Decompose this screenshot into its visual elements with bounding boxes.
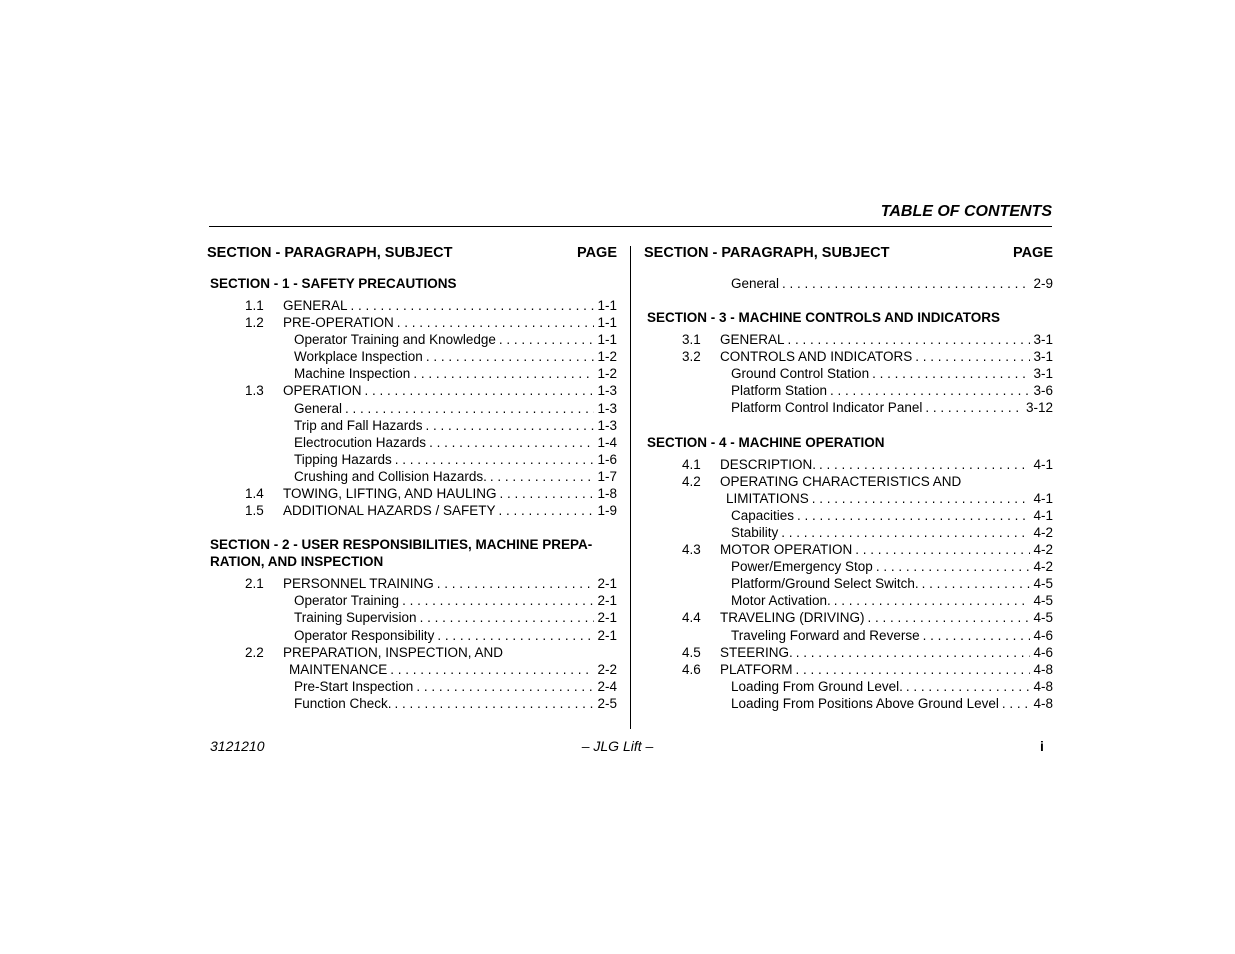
leader-dots: [781, 524, 1030, 541]
toc-entry[interactable]: [207, 400, 617, 417]
entry-page: 1-7: [597, 468, 617, 484]
leader-dots: [500, 485, 595, 502]
page-number: i: [1040, 738, 1044, 754]
entry-number: 1.3: [245, 383, 264, 399]
entry-text: CONTROLS AND INDICATORS: [720, 349, 913, 365]
entry-number: 1.5: [245, 503, 264, 519]
entry-page: 4-5: [1033, 593, 1053, 609]
toc-entry[interactable]: [644, 399, 1053, 416]
entry-text: Stability: [731, 524, 779, 540]
entry-text: Traveling Forward and Reverse: [731, 627, 920, 643]
entry-text: Capacities: [731, 507, 795, 523]
column-header-subject: SECTION - PARAGRAPH, SUBJECT: [207, 245, 453, 261]
entry-page: 1-6: [597, 451, 617, 467]
entry-text: GENERAL: [720, 332, 785, 348]
toc-entry[interactable]: [644, 558, 1053, 575]
entry-page: 1-4: [597, 434, 617, 450]
leader-dots: [416, 678, 594, 695]
entry-text: Platform Control Indicator Panel: [731, 400, 923, 416]
section-4-list-continued: [644, 507, 1053, 712]
toc-entry[interactable]: [207, 575, 617, 592]
toc-entry[interactable]: [207, 609, 617, 626]
header-rule: [209, 226, 1052, 227]
leader-dots: [906, 678, 1031, 695]
toc-entry[interactable]: [207, 331, 617, 348]
footer-brand: – JLG Lift –: [581, 738, 654, 754]
section-2-continued-list: [644, 275, 1053, 292]
leader-dots: [395, 695, 595, 712]
entry-number: 1.2: [245, 315, 264, 331]
section-4-title: SECTION - 4 - MACHINE OPERATION: [647, 434, 885, 450]
entry-page: 4-8: [1033, 695, 1053, 711]
toc-entry[interactable]: [644, 331, 1053, 348]
section-2-title-line2: RATION, AND INSPECTION: [210, 554, 384, 570]
toc-entry[interactable]: [644, 695, 1053, 712]
entry-text: General: [731, 276, 780, 291]
leader-dots: [499, 331, 595, 348]
section-2-list: [207, 575, 617, 643]
section-4-list: [644, 456, 1053, 473]
leader-dots: [922, 575, 1031, 592]
entry-text: OPERATING CHARACTERISTICS AND: [720, 473, 962, 489]
toc-entry[interactable]: [207, 434, 617, 451]
leader-dots: [345, 400, 594, 417]
toc-entry[interactable]: [644, 382, 1053, 399]
toc-entry[interactable]: [207, 365, 617, 382]
entry-number: 2.1: [245, 576, 264, 592]
leader-dots: [426, 348, 595, 365]
leader-dots: [796, 661, 1031, 678]
toc-entry[interactable]: [644, 365, 1053, 382]
toc-entry[interactable]: [207, 695, 617, 712]
entry-number: 3.2: [682, 349, 701, 365]
entry-page: 2-1: [597, 610, 617, 626]
leader-dots: [855, 541, 1030, 558]
toc-right-column: [644, 244, 1053, 712]
entry-text: Machine Inspection: [294, 366, 411, 382]
entry-number: 4.5: [682, 644, 701, 660]
column-header-page: PAGE: [1012, 245, 1053, 261]
entry-page: 3-1: [1033, 366, 1053, 382]
entry-page: 2-2: [597, 661, 617, 677]
toc-entry[interactable]: [644, 524, 1053, 541]
entry-text: LIMITATIONS: [726, 490, 809, 506]
toc-entry[interactable]: [207, 678, 617, 695]
entry-text: Tipping Hazards: [294, 451, 392, 467]
entry-page: 4-6: [1033, 644, 1053, 660]
entry-page: 3-6: [1033, 383, 1053, 399]
toc-entry[interactable]: [207, 314, 617, 331]
entry-text: GENERAL: [283, 298, 348, 313]
entry-page: 4-1: [1033, 456, 1053, 472]
entry-page: 1-1: [597, 298, 617, 313]
leader-dots: [868, 609, 1031, 626]
toc-entry[interactable]: [644, 541, 1053, 558]
entry-number: 4.1: [682, 456, 701, 472]
entry-text: Crushing and Collision Hazards.: [294, 468, 487, 484]
entry-page: 3-1: [1033, 349, 1053, 365]
leader-dots: [413, 365, 594, 382]
leader-dots: [812, 490, 1031, 507]
entry-page: 1-9: [597, 503, 617, 519]
entry-text: TRAVELING (DRIVING): [720, 610, 865, 626]
entry-text: Workplace Inspection: [294, 349, 423, 365]
entry-text: STEERING.: [720, 644, 793, 660]
toc-entry[interactable]: [644, 644, 1053, 661]
column-divider: [630, 246, 631, 729]
entry-page: 4-2: [1033, 542, 1053, 558]
toc-entry[interactable]: [644, 490, 1053, 507]
entry-page: 2-5: [597, 695, 617, 711]
leader-dots: [395, 451, 595, 468]
leader-dots: [402, 592, 594, 609]
entry-text: PRE-OPERATION: [283, 315, 394, 331]
entry-text: Function Check.: [294, 695, 392, 711]
entry-text: Ground Control Station: [731, 366, 870, 382]
leader-dots: [437, 627, 594, 644]
document-number: 3121210: [210, 738, 265, 754]
toc-entry[interactable]: [644, 609, 1053, 626]
leader-dots: [351, 297, 595, 314]
column-header-subject: SECTION - PARAGRAPH, SUBJECT: [644, 245, 890, 261]
toc-entry[interactable]: [644, 678, 1053, 695]
entry-page: 4-5: [1033, 576, 1053, 592]
entry-page: 4-2: [1033, 559, 1053, 575]
entry-number: 4.6: [682, 661, 701, 677]
entry-page: 1-3: [597, 417, 617, 433]
entry-page: 2-4: [597, 678, 617, 694]
entry-text: Power/Emergency Stop: [731, 559, 873, 575]
column-header: [644, 244, 1053, 262]
leader-dots: [925, 399, 1023, 416]
entry-text: TOWING, LIFTING, AND HAULING: [283, 486, 497, 502]
toc-entry[interactable]: [207, 382, 617, 399]
entry-page: 3-1: [1033, 332, 1053, 348]
leader-dots: [876, 558, 1031, 575]
entry-page: 3-12: [1025, 400, 1053, 416]
entry-page: 2-9: [1033, 276, 1053, 291]
leader-dots: [397, 314, 595, 331]
leader-dots: [915, 348, 1030, 365]
toc-entry[interactable]: [207, 451, 617, 468]
toc-left-column: [207, 244, 617, 712]
leader-dots: [788, 331, 1031, 348]
leader-dots: [830, 382, 1030, 399]
toc-entry[interactable]: [207, 627, 617, 644]
entry-text: OPERATION: [283, 383, 362, 399]
entry-page: 1-8: [597, 486, 617, 502]
entry-number: 1.4: [245, 486, 264, 502]
column-header: [207, 244, 617, 262]
leader-dots: [420, 609, 595, 626]
toc-entry[interactable]: [207, 297, 617, 314]
entry-text: Operator Responsibility: [294, 627, 435, 643]
entry-page: 2-1: [597, 576, 617, 592]
entry-text: Trip and Fall Hazards: [294, 417, 423, 433]
entry-text: Loading From Ground Level.: [731, 678, 903, 694]
leader-dots: [797, 507, 1030, 524]
toc-entry[interactable]: [207, 502, 617, 519]
entry-page: 4-8: [1033, 661, 1053, 677]
entry-text: PREPARATION, INSPECTION, AND: [283, 644, 504, 660]
entry-number: 1.1: [245, 298, 264, 313]
column-header-page: PAGE: [576, 245, 617, 261]
entry-text: Training Supervision: [294, 610, 417, 626]
toc-entry[interactable]: [644, 507, 1053, 524]
toc-entry[interactable]: [644, 275, 1053, 292]
leader-dots: [1002, 695, 1031, 712]
toc-entry[interactable]: [207, 468, 617, 485]
leader-dots: [834, 592, 1031, 609]
section-2-title: [207, 536, 617, 570]
toc-entry[interactable]: [207, 348, 617, 365]
leader-dots: [365, 382, 595, 399]
entry-text: DESCRIPTION.: [720, 456, 817, 472]
leader-dots: [490, 468, 595, 485]
entry-number: 4.3: [682, 542, 701, 558]
entry-text: Operator Training: [294, 593, 400, 609]
leader-dots: [499, 502, 595, 519]
toc-entry[interactable]: [207, 661, 617, 678]
section-2-list-continued: [207, 678, 617, 712]
page-title: TABLE OF CONTENTS: [880, 203, 1052, 220]
entry-page: 4-2: [1033, 524, 1053, 540]
section-3-title: SECTION - 3 - MACHINE CONTROLS AND INDICATORS: [647, 310, 1001, 326]
toc-entry[interactable]: [207, 485, 617, 502]
toc-entry[interactable]: [644, 473, 1053, 490]
entry-page: 1-3: [597, 400, 617, 416]
leader-dots: [782, 275, 1030, 292]
toc-entry[interactable]: [644, 627, 1053, 644]
leader-dots: [437, 575, 595, 592]
entry-page: 4-8: [1033, 678, 1053, 694]
entry-text: Operator Training and Knowledge: [294, 332, 496, 348]
toc-entry[interactable]: [644, 592, 1053, 609]
entry-text: MAINTENANCE: [289, 661, 388, 677]
toc-entry[interactable]: [644, 575, 1053, 592]
section-3-list: [644, 331, 1053, 416]
entry-page: 1-2: [597, 366, 617, 382]
entry-page: 4-1: [1033, 507, 1053, 523]
entry-number: 4.2: [682, 473, 701, 489]
entry-page: 4-1: [1033, 490, 1053, 506]
entry-page: 1-3: [597, 383, 617, 399]
entry-text: PERSONNEL TRAINING: [283, 576, 434, 592]
section-1-title: SECTION - 1 - SAFETY PRECAUTIONS: [210, 276, 457, 291]
toc-entry[interactable]: [207, 644, 617, 661]
entry-text: Pre-Start Inspection: [294, 678, 414, 694]
entry-text: Platform/Ground Select Switch.: [731, 576, 919, 592]
toc-entry[interactable]: [207, 417, 617, 434]
entry-page: 2-1: [597, 593, 617, 609]
entry-text: PLATFORM: [720, 661, 793, 677]
section-2-title-line1: SECTION - 2 - USER RESPONSIBILITIES, MACHINE PREPA-: [210, 537, 593, 553]
entry-text: Loading From Positions Above Ground Level: [731, 695, 999, 711]
leader-dots: [426, 417, 595, 434]
entry-text: Platform Station: [731, 383, 828, 399]
entry-number: 3.1: [682, 332, 701, 348]
leader-dots: [390, 661, 594, 678]
leader-dots: [872, 365, 1030, 382]
entry-text: General: [294, 400, 343, 416]
entry-page: 1-2: [597, 349, 617, 365]
entry-page: 1-1: [597, 315, 617, 331]
entry-page: 4-6: [1033, 627, 1053, 643]
entry-page: 2-1: [597, 627, 617, 643]
toc-entry[interactable]: [644, 456, 1053, 473]
section-1-list: [207, 297, 617, 519]
entry-text: ADDITIONAL HAZARDS / SAFETY: [283, 503, 496, 519]
entry-text: Electrocution Hazards: [294, 434, 427, 450]
entry-number: 4.4: [682, 610, 701, 626]
leader-dots: [923, 627, 1031, 644]
toc-entry[interactable]: [644, 348, 1053, 365]
toc-entry[interactable]: [644, 661, 1053, 678]
leader-dots: [429, 434, 594, 451]
leader-dots: [796, 644, 1031, 661]
entry-number: 2.2: [245, 644, 264, 660]
entry-text: Motor Activation.: [731, 593, 831, 609]
entry-page: 4-5: [1033, 610, 1053, 626]
entry-page: 1-1: [597, 332, 617, 348]
leader-dots: [819, 456, 1030, 473]
toc-entry[interactable]: [207, 592, 617, 609]
entry-text: MOTOR OPERATION: [720, 542, 853, 558]
